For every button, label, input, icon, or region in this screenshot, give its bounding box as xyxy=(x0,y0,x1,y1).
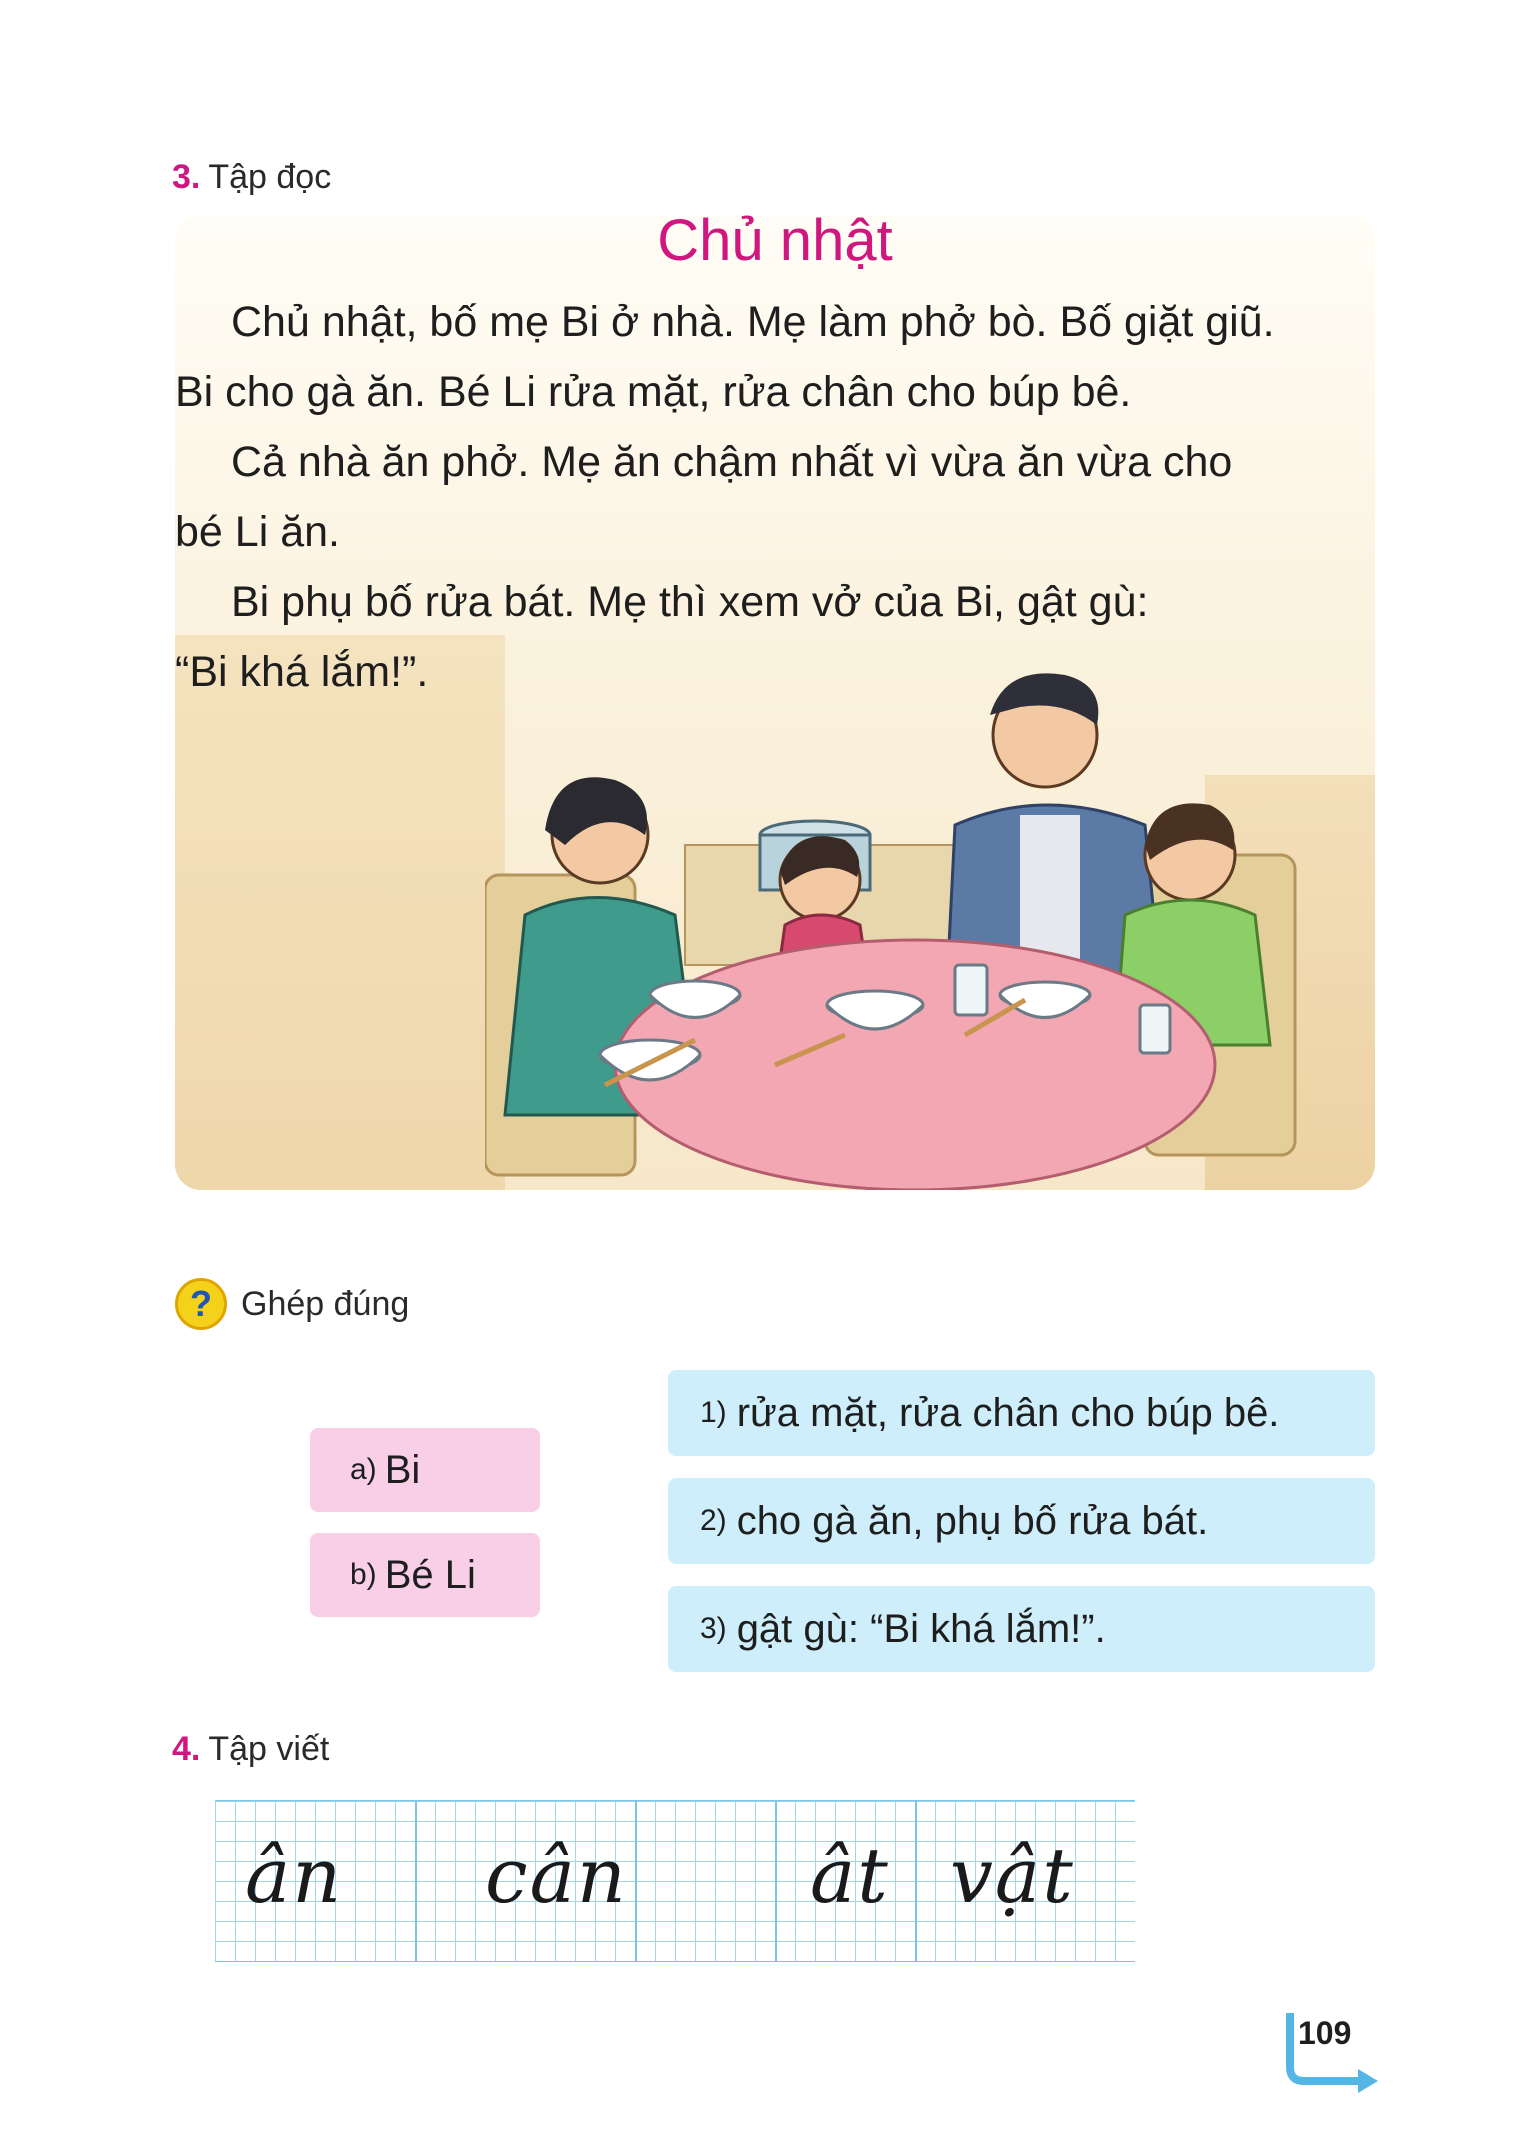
option-text: gật gù: “Bi khá lắm!”. xyxy=(736,1606,1106,1651)
page-number: 109 xyxy=(1298,2015,1352,2051)
option-key: b) xyxy=(350,1558,377,1591)
reading-panel xyxy=(175,215,1375,1190)
exercise-label: Ghép đúng xyxy=(241,1284,410,1323)
reading-paragraph-2 xyxy=(175,427,1375,567)
paragraph-line: Bi cho gà ăn. Bé Li rửa mặt, rửa chân cho búp bê. xyxy=(175,368,1132,416)
section-label: Tập viết xyxy=(208,1730,330,1768)
section-3-heading xyxy=(172,158,331,197)
match-left-option-a[interactable] xyxy=(310,1428,540,1512)
writing-word: cân xyxy=(485,1831,628,1920)
writing-word: ât xyxy=(810,1831,890,1920)
writing-word: vật xyxy=(950,1831,1075,1920)
option-key: 2) xyxy=(700,1504,727,1537)
section-4-heading xyxy=(172,1730,329,1769)
writing-word: ân xyxy=(245,1831,344,1920)
option-text: Bé Li xyxy=(384,1552,476,1597)
paragraph-line: “Bi khá lắm!”. xyxy=(175,648,429,696)
match-right-option-3[interactable] xyxy=(668,1586,1375,1672)
exercise-header xyxy=(175,1278,409,1330)
paragraph-line: Cả nhà ăn phở. Mẹ ăn chậm nhất vì vừa ăn vừa cho xyxy=(231,438,1233,486)
option-text: cho gà ăn, phụ bố rửa bát. xyxy=(736,1498,1209,1543)
family-meal-illustration xyxy=(485,645,1345,1190)
match-right-option-1[interactable] xyxy=(668,1370,1375,1456)
question-icon: ? xyxy=(175,1278,227,1330)
handwriting-grid xyxy=(215,1800,1135,1962)
reading-title: Chủ nhật xyxy=(657,215,893,273)
paragraph-line: Chủ nhật, bố mẹ Bi ở nhà. Mẹ làm phở bò. Bố giặt giũ. xyxy=(231,298,1275,346)
paragraph-line: Bi phụ bố rửa bát. Mẹ thì xem vở của Bi, gật gù: xyxy=(231,578,1149,626)
option-key: a) xyxy=(350,1453,377,1486)
section-number: 4. xyxy=(172,1730,201,1768)
reading-paragraph-1 xyxy=(175,287,1375,427)
match-left-option-b[interactable] xyxy=(310,1533,540,1617)
option-text: rửa mặt, rửa chân cho búp bê. xyxy=(736,1390,1280,1435)
option-key: 1) xyxy=(700,1396,727,1429)
paragraph-line: bé Li ăn. xyxy=(175,508,340,556)
option-text: Bi xyxy=(384,1447,421,1492)
section-number: 3. xyxy=(172,158,201,196)
section-label: Tập đọc xyxy=(208,158,332,196)
match-right-option-2[interactable] xyxy=(668,1478,1375,1564)
option-key: 3) xyxy=(700,1612,727,1645)
